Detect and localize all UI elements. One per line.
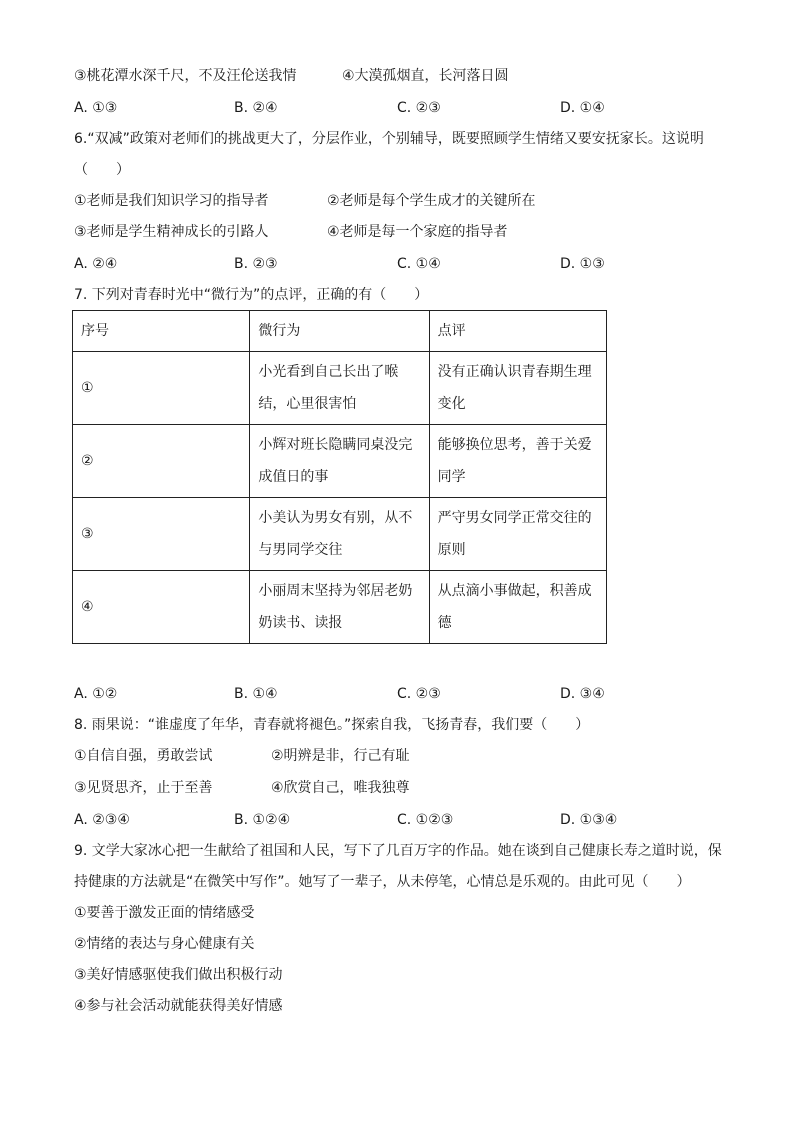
- q8-options: [74, 810, 714, 830]
- row-action-line: 奶读书、读报: [258, 615, 343, 631]
- q5-statement-3: ③桃花潭水深千尺，不及汪伦送我情: [74, 68, 297, 84]
- q6-statement-3: ③老师是学生精神成长的引路人: [74, 224, 269, 240]
- q7-table: [72, 310, 607, 644]
- row-action: [250, 571, 429, 644]
- q5-option-c[interactable]: C. ②③: [397, 100, 441, 116]
- q9-stem-line1: 9. 文学大家冰心把一生献给了祖国和人民，写下了几百万字的作品。她在谈到自己健康长寿之道时说，保: [74, 843, 722, 859]
- q6-blank: （ ）: [74, 162, 130, 178]
- q8-option-c[interactable]: C. ①②③: [397, 812, 454, 828]
- table-header-row: [73, 311, 607, 352]
- q9-statement-2: ②情绪的表达与身心健康有关: [74, 936, 255, 952]
- q7-option-c[interactable]: C. ②③: [397, 686, 441, 702]
- row-action-line: 与男同学交往: [258, 542, 343, 558]
- table-row: [73, 352, 607, 425]
- q8-statements-row1: [74, 746, 714, 766]
- header-comment: 点评: [429, 311, 606, 352]
- q6-options: [74, 254, 714, 274]
- row-comment-line: 原则: [437, 542, 466, 558]
- q6-statement-2: ②老师是每个学生成才的关键所在: [327, 193, 536, 209]
- row-comment: [429, 352, 606, 425]
- q8-statement-4: ④欣赏自己，唯我独尊: [271, 780, 410, 796]
- row-number: ③: [73, 498, 250, 571]
- q6-statement-4: ④老师是每一个家庭的指导者: [327, 224, 508, 240]
- q5-options: [74, 98, 714, 118]
- row-comment-line: 同学: [437, 469, 466, 485]
- row-action: [250, 352, 429, 425]
- q5-statement-4: ④大漠孤烟直，长河落日圆: [342, 68, 509, 84]
- table-row: [73, 498, 607, 571]
- row-comment-line: 变化: [437, 396, 466, 412]
- row-comment-line: 德: [437, 615, 452, 631]
- q7-options: [74, 684, 714, 704]
- q8-statement-1: ①自信自强，勇敢尝试: [74, 748, 213, 764]
- q6-option-b[interactable]: B. ②③: [234, 256, 278, 272]
- q6-statements-row1: [74, 191, 714, 211]
- q9-stem-line2: 持健康的方法就是“在微笑中写作”。她写了一辈子，从未停笔，心情总是乐观的。由此可见（ ）: [74, 874, 691, 890]
- q7-option-b[interactable]: B. ①④: [234, 686, 278, 702]
- q8-option-a[interactable]: A. ②③④: [74, 812, 130, 828]
- row-comment: [429, 571, 606, 644]
- header-action: 微行为: [250, 311, 429, 352]
- row-action-line: 成值日的事: [258, 469, 329, 485]
- row-comment: [429, 498, 606, 571]
- row-action: [250, 498, 429, 571]
- q8-statements-row2: [74, 778, 714, 798]
- row-comment-line: 从点滴小事做起，积善成: [437, 583, 592, 599]
- q5-option-b[interactable]: B. ②④: [234, 100, 278, 116]
- q5-option-d[interactable]: D. ①④: [560, 100, 605, 116]
- row-comment-line: 没有正确认识青春期生理: [437, 364, 592, 380]
- q7-option-d[interactable]: D. ③④: [560, 686, 605, 702]
- q9-statement-1: ①要善于激发正面的情绪感受: [74, 905, 255, 921]
- table-row: [73, 571, 607, 644]
- row-comment: [429, 425, 606, 498]
- table-row: [73, 425, 607, 498]
- row-comment-line: 严守男女同学正常交往的: [437, 510, 592, 526]
- q8-statement-2: ②明辨是非，行己有耻: [271, 748, 410, 764]
- q9-statement-4: ④参与社会活动就能获得美好情感: [74, 998, 283, 1014]
- row-action-line: 小辉对班长隐瞒同桌没完: [258, 437, 413, 453]
- header-number: 序号: [73, 311, 250, 352]
- q6-option-a[interactable]: A. ②④: [74, 256, 118, 272]
- q6-statement-1: ①老师是我们知识学习的指导者: [74, 193, 269, 209]
- row-action: [250, 425, 429, 498]
- q8-option-b[interactable]: B. ①②④: [234, 812, 291, 828]
- q7-option-a[interactable]: A. ①②: [74, 686, 118, 702]
- q6-statements-row2: [74, 222, 714, 242]
- q6-option-d[interactable]: D. ①③: [560, 256, 605, 272]
- q9-statement-3: ③美好情感驱使我们做出积极行动: [74, 967, 283, 983]
- q5-statements: [74, 66, 714, 86]
- q8-option-d[interactable]: D. ①③④: [560, 812, 618, 828]
- q7-stem: 7. 下列对青春时光中“微行为”的点评，正确的有（ ）: [74, 287, 429, 303]
- row-action-line: 小美认为男女有别，从不: [258, 510, 413, 526]
- row-number: ④: [73, 571, 250, 644]
- q5-option-a[interactable]: A. ①③: [74, 100, 118, 116]
- q6-stem: 6.“双减”政策对老师们的挑战更大了，分层作业，个别辅导，既要照顾学生情绪又要安抚家长。这说明: [74, 131, 704, 147]
- row-comment-line: 能够换位思考，善于关爱: [437, 437, 592, 453]
- q8-stem: 8. 雨果说：“谁虚度了年华，青春就将褪色。”探索自我，飞扬青春，我们要（ ）: [74, 717, 590, 733]
- row-action-line: 小光看到自己长出了喉: [258, 364, 399, 380]
- row-number: ②: [73, 425, 250, 498]
- row-number: ①: [73, 352, 250, 425]
- row-action-line: 小丽周末坚持为邻居老奶: [258, 583, 413, 599]
- q6-option-c[interactable]: C. ①④: [397, 256, 441, 272]
- row-action-line: 结，心里很害怕: [258, 396, 357, 412]
- q8-statement-3: ③见贤思齐，止于至善: [74, 780, 213, 796]
